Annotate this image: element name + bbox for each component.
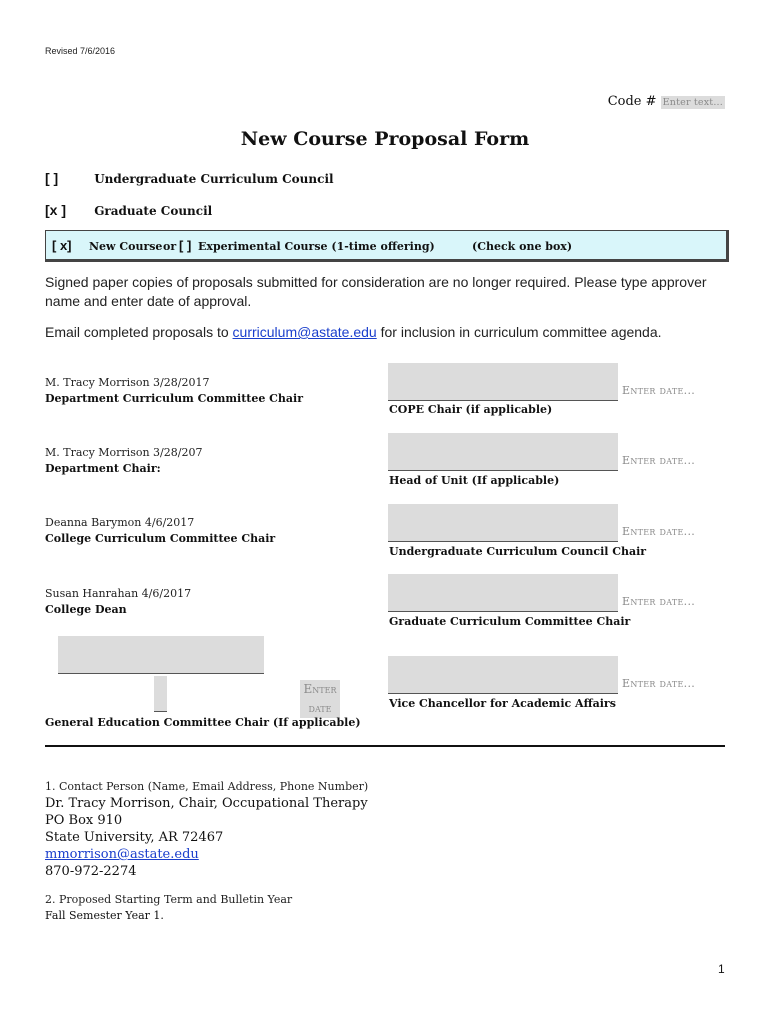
approval-college-curriculum-chair — [45, 515, 275, 547]
vca-date-field[interactable]: Enter date... — [622, 677, 696, 690]
approver-role: Department Chair: — [45, 462, 161, 475]
gen-ed-date-line1: Enter — [303, 682, 337, 696]
gen-ed-signature-field[interactable] — [58, 636, 264, 674]
approver-name[interactable]: Deanna Barymon 4/6/2017 — [45, 516, 195, 529]
curriculum-email-link[interactable]: curriculum@astate.edu — [232, 324, 377, 340]
cope-chair-date-field[interactable]: Enter date... — [622, 384, 696, 397]
graduate-checkbox[interactable]: [x ] — [45, 202, 66, 218]
code-label: Code # — [607, 94, 657, 109]
contact-name-line[interactable]: Dr. Tracy Morrison, Chair, Occupational Therapy — [45, 796, 368, 811]
or-text: or — [163, 240, 177, 253]
vca-role: Vice Chancellor for Academic Affairs — [389, 697, 616, 710]
contact-phone-line[interactable]: 870-972-2274 — [45, 864, 137, 879]
council-option-undergraduate[interactable] — [45, 170, 334, 186]
code-input[interactable]: Enter text... — [662, 97, 723, 108]
approval-dept-curriculum-chair — [45, 375, 303, 407]
ucc-chair-signature-field[interactable] — [388, 504, 618, 542]
head-of-unit-role: Head of Unit (If applicable) — [389, 474, 560, 487]
cope-chair-role: COPE Chair (if applicable) — [389, 403, 553, 416]
contact-address-line[interactable]: PO Box 910 — [45, 813, 123, 828]
ucc-chair-role: Undergraduate Curriculum Council Chair — [389, 545, 647, 558]
email-instructions — [45, 323, 725, 342]
check-one-note: (Check one box) — [472, 240, 573, 253]
head-of-unit-date-field[interactable]: Enter date... — [622, 454, 696, 467]
new-course-checkbox[interactable]: [ x] — [52, 238, 72, 253]
contact-person-heading: 1. Contact Person (Name, Email Address, Phone Number) — [45, 780, 369, 793]
approver-name[interactable]: M. Tracy Morrison 3/28/207 — [45, 446, 203, 459]
experimental-course-label: Experimental Course (1-time offering) — [198, 240, 435, 253]
gen-ed-date-field[interactable] — [300, 680, 340, 718]
gcc-chair-signature-field[interactable] — [388, 574, 618, 612]
gen-ed-role: General Education Committee Chair (If applicable) — [45, 716, 361, 729]
approver-role: College Dean — [45, 603, 127, 616]
email-instructions-post: for inclusion in curriculum committee agenda. — [376, 324, 662, 340]
experimental-course-checkbox[interactable]: [ ] — [179, 238, 192, 253]
gen-ed-date-line2: date — [308, 701, 332, 715]
gen-ed-signature-field-continued[interactable] — [154, 676, 167, 712]
section-divider — [45, 745, 725, 747]
instructions-paragraph: Signed paper copies of proposals submitted for consideration are no longer required. Please type approver name and enter date of approval. — [45, 274, 707, 309]
gcc-chair-role: Graduate Curriculum Committee Chair — [389, 615, 631, 628]
approver-role: College Curriculum Committee Chair — [45, 532, 276, 545]
page-number: 1 — [718, 962, 725, 976]
graduate-council-label: Graduate Council — [94, 204, 213, 218]
email-instructions-pre: Email completed proposals to — [45, 324, 233, 340]
approval-dept-chair — [45, 445, 202, 477]
approver-name[interactable]: M. Tracy Morrison 3/28/2017 — [45, 376, 210, 389]
vca-signature-field[interactable] — [388, 656, 618, 694]
head-of-unit-signature-field[interactable] — [388, 433, 618, 471]
new-course-label: New Course — [89, 240, 163, 253]
approval-college-dean — [45, 586, 191, 618]
approver-role: Department Curriculum Committee Chair — [45, 392, 304, 405]
contact-city-line[interactable]: State University, AR 72467 — [45, 830, 224, 845]
approver-name[interactable]: Susan Hanrahan 4/6/2017 — [45, 587, 192, 600]
gcc-chair-date-field[interactable]: Enter date... — [622, 595, 696, 608]
starting-term-heading: 2. Proposed Starting Term and Bulletin Year — [45, 893, 293, 906]
course-code-row — [608, 94, 725, 109]
undergraduate-council-label: Undergraduate Curriculum Council — [94, 172, 334, 186]
page-title: New Course Proposal Form — [240, 128, 530, 150]
contact-person-block — [45, 795, 368, 880]
cope-chair-signature-field[interactable] — [388, 363, 618, 401]
council-option-graduate[interactable] — [45, 202, 212, 218]
revised-date: Revised 7/6/2016 — [45, 46, 116, 56]
course-type-box — [45, 230, 729, 262]
starting-term-value[interactable]: Fall Semester Year 1. — [45, 909, 164, 922]
ucc-chair-date-field[interactable]: Enter date... — [622, 525, 696, 538]
contact-email-link[interactable]: mmorrison@astate.edu — [45, 847, 199, 862]
undergraduate-checkbox[interactable]: [ ] — [45, 170, 59, 186]
